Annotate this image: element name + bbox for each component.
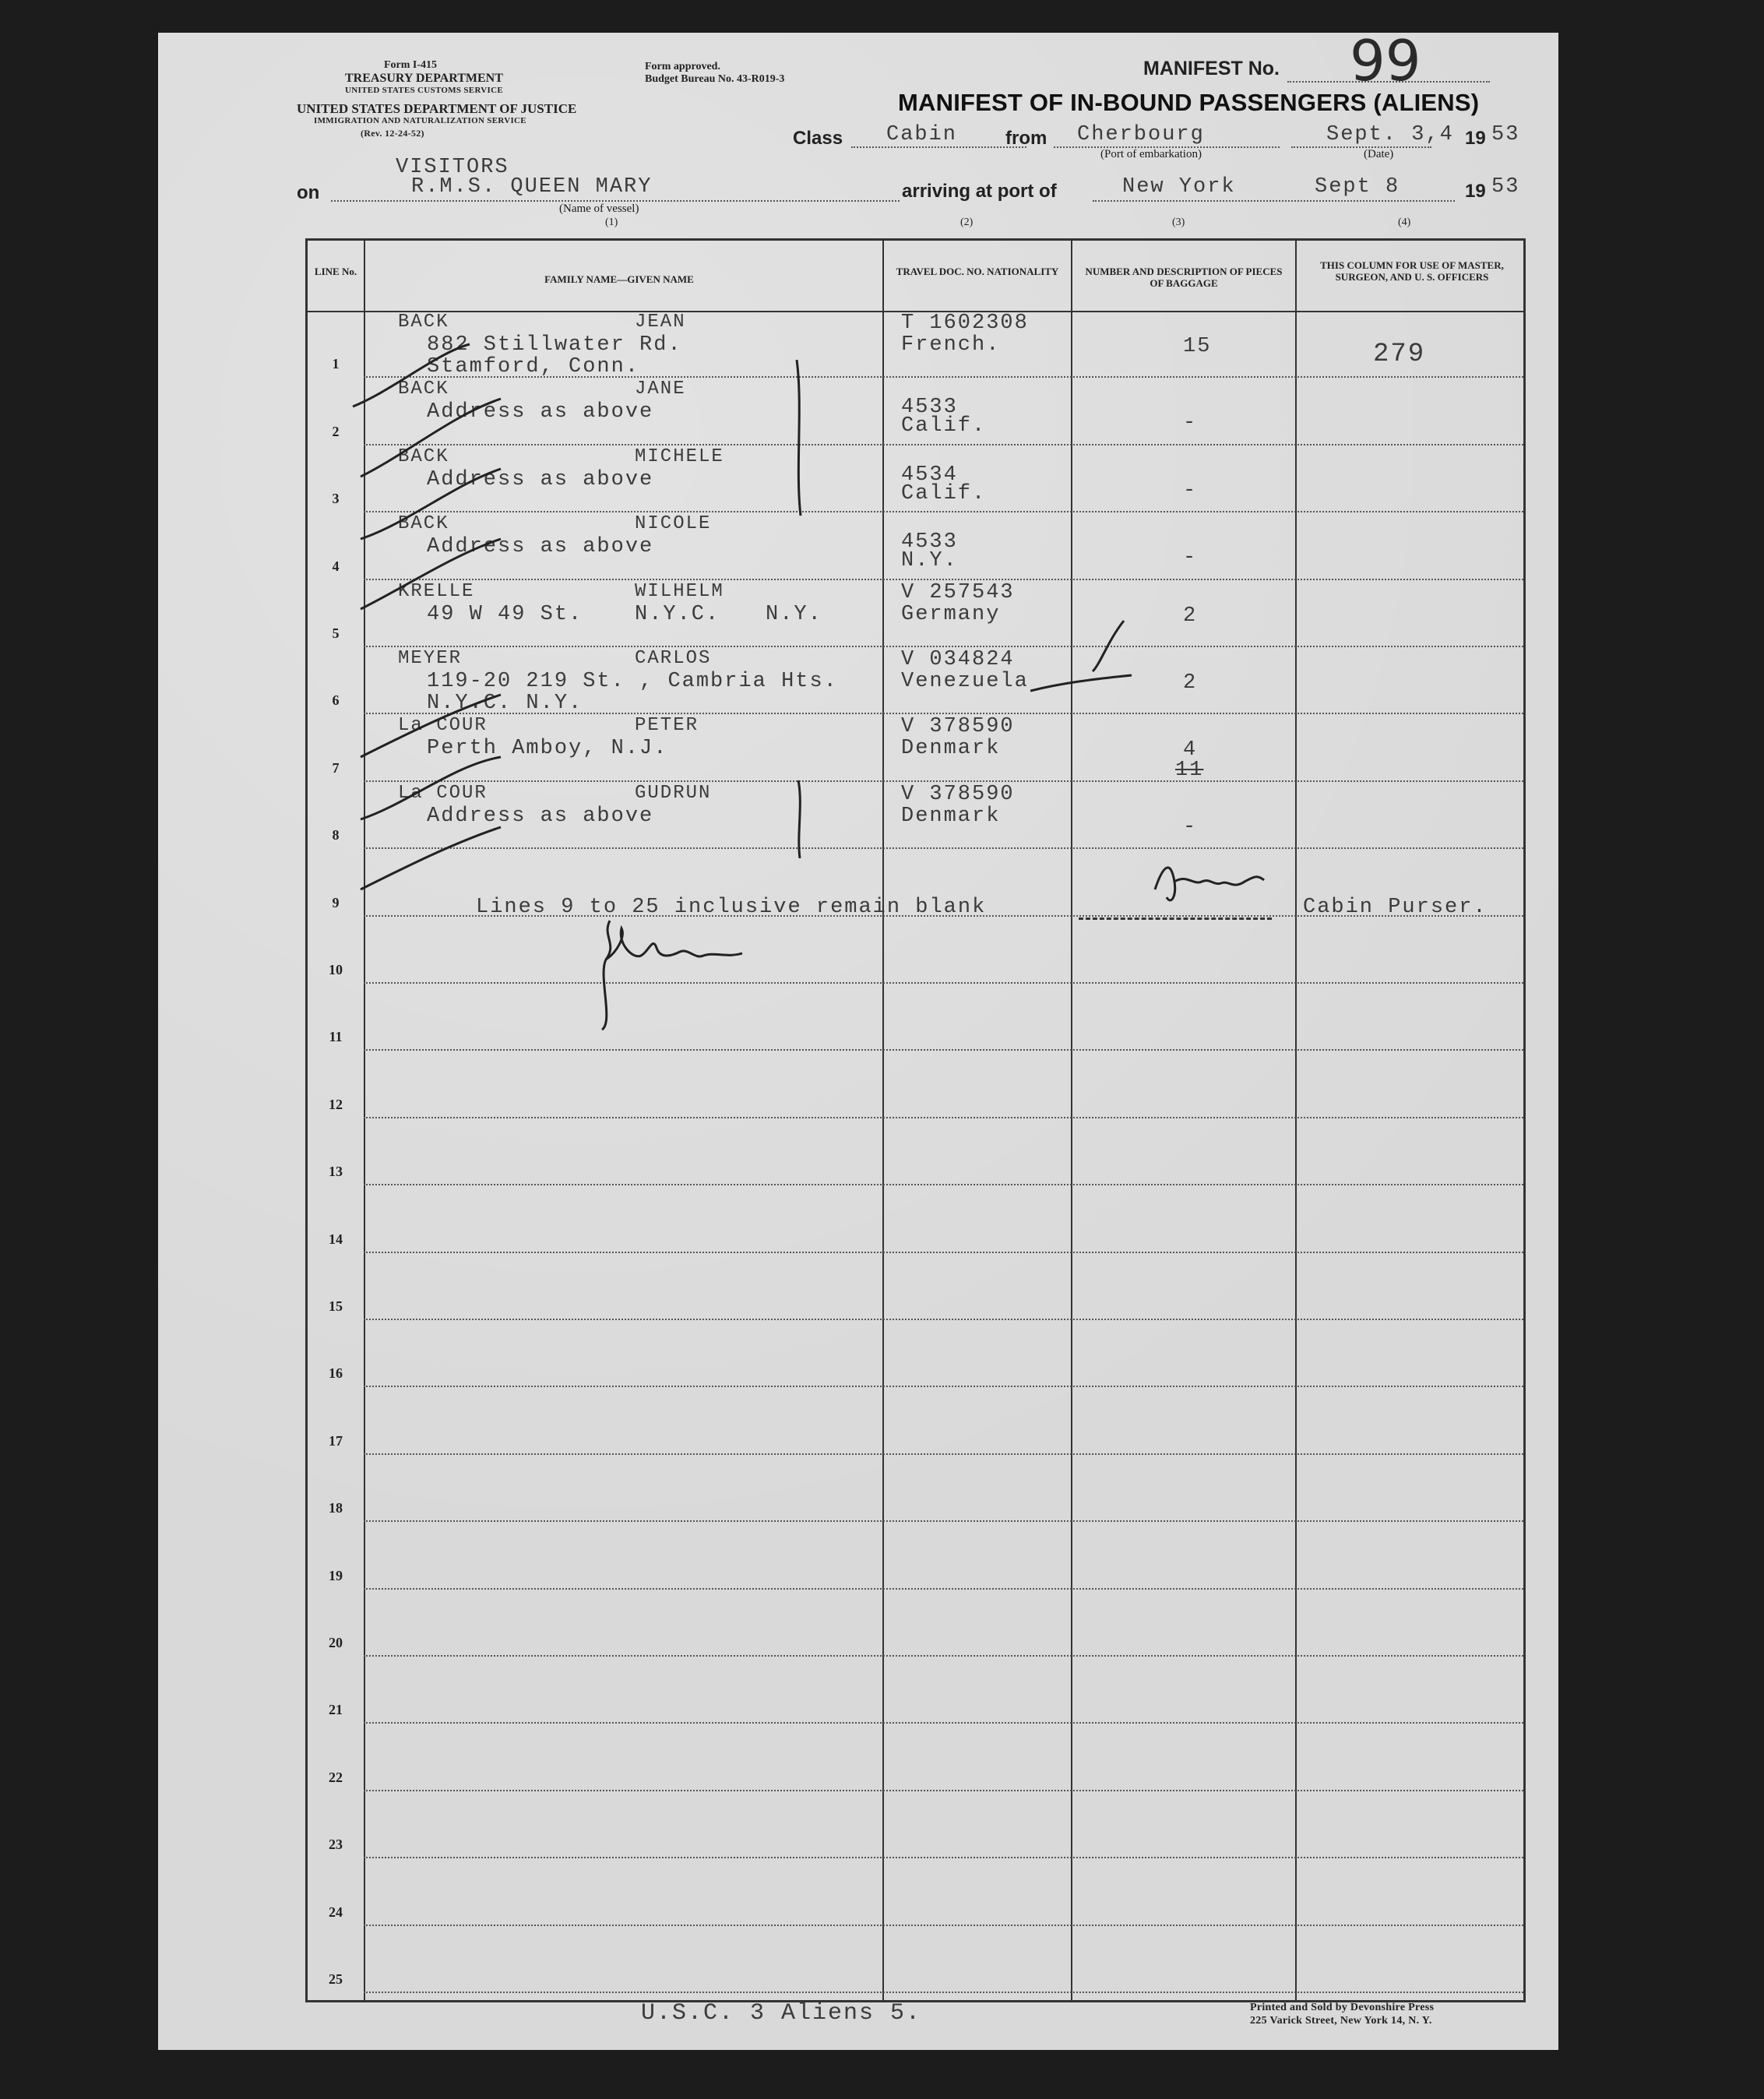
line-number: 10 — [329, 962, 343, 977]
arriving-label: arriving at port of — [902, 181, 1057, 202]
line-number: 24 — [329, 1904, 343, 1920]
line-number: 20 — [329, 1635, 343, 1650]
address-line: Address as above — [427, 400, 654, 424]
manifest-no-label: MANIFEST No. — [1143, 58, 1280, 79]
address-line-2: N.Y.C. N.Y. — [427, 692, 583, 715]
blank-lines-note: Lines 9 to 25 inclusive remain blank — [476, 896, 987, 919]
baggage-count: 2 — [1183, 671, 1198, 695]
address-line: Perth Amboy, N.J. — [427, 737, 668, 761]
form-number: Form I-415 — [384, 59, 438, 71]
given-name: JEAN — [635, 312, 686, 333]
embark-caption: (Port of embarkation) — [1100, 148, 1202, 160]
arrival-port: New York — [1122, 175, 1236, 199]
address-line: Address as above — [427, 804, 654, 828]
bracket-marks — [789, 360, 812, 858]
address-line: Address as above — [427, 467, 654, 491]
travel-doc-number: 4533 — [901, 530, 958, 555]
table-row-line — [364, 1790, 1523, 1791]
approved-label: Form approved. — [645, 61, 720, 72]
line-number: 2 — [332, 423, 340, 439]
travel-doc-number: 4533 — [901, 396, 958, 420]
table-row-line — [364, 847, 1523, 849]
table-row-line — [364, 444, 1523, 446]
family-name: KRELLE — [398, 580, 475, 602]
baggage-count-2: 11 — [1175, 759, 1204, 783]
manifest-no-value: 99 — [1350, 28, 1421, 93]
arrival-date: Sept 8 — [1315, 175, 1400, 199]
family-name: MEYER — [398, 648, 463, 669]
customs-label: UNITED STATES CUSTOMS SERVICE — [345, 86, 504, 95]
line-number: 19 — [329, 1567, 343, 1583]
table-row-line — [364, 1722, 1523, 1724]
col3-num: (3) — [1172, 217, 1185, 228]
address-state: N.Y. — [766, 602, 822, 626]
arrive-year-prefix: 19 — [1465, 181, 1486, 202]
table-row-line — [364, 1252, 1523, 1253]
table-row-line — [364, 1319, 1523, 1320]
baggage-count: - — [1183, 815, 1198, 839]
table-row-line — [364, 1453, 1523, 1455]
line-number: 16 — [329, 1365, 343, 1382]
depart-year: 53 — [1491, 123, 1520, 146]
depart-date-line — [1291, 146, 1431, 148]
printer-line-1: Printed and Sold by Devonshire Press — [1250, 2002, 1435, 2013]
purser-signature — [1147, 851, 1272, 913]
table-row-line — [364, 1184, 1523, 1185]
printer-line-2: 225 Varick Street, New York 14, N. Y. — [1250, 2015, 1432, 2027]
baggage-count: - — [1183, 478, 1198, 502]
check-marks — [345, 321, 532, 897]
family-name: BACK — [398, 312, 449, 333]
line-number: 9 — [332, 894, 340, 910]
arrive-year: 53 — [1491, 175, 1520, 199]
table-row-line — [364, 511, 1523, 512]
family-name: BACK — [398, 446, 449, 467]
officer-number: 279 — [1373, 340, 1426, 369]
table-row-line — [364, 780, 1523, 782]
family-name: La COUR — [398, 715, 488, 737]
line-number: 7 — [332, 759, 340, 776]
table-row-line — [364, 1588, 1523, 1590]
table-row-line — [364, 1857, 1523, 1858]
line-number: 18 — [329, 1500, 343, 1516]
budget-label: Budget Bureau No. 43-R019-3 — [645, 73, 785, 85]
travel-doc-number: T 1602308 — [901, 312, 1029, 335]
nationality: French. — [901, 333, 1001, 357]
given-name: MICHELE — [635, 446, 724, 467]
rev-label: (Rev. 12-24-52) — [361, 128, 424, 139]
baggage-count: 2 — [1183, 604, 1198, 628]
table-row-line — [364, 1655, 1523, 1657]
address-line: Address as above — [427, 535, 654, 559]
travel-doc-header: TRAVEL DOC. NO. NATIONALITY — [896, 266, 1059, 277]
visitors-note: VISITORS — [396, 156, 509, 179]
vessel-caption: (Name of vessel) — [559, 203, 639, 215]
line-number: 13 — [329, 1164, 343, 1180]
ins-label: IMMIGRATION AND NATURALIZATION SERVICE — [314, 116, 526, 125]
line-number: 6 — [332, 692, 340, 709]
given-name: CARLOS — [635, 648, 712, 669]
line-number: 17 — [329, 1432, 343, 1449]
depart-date: Sept. 3,4 — [1326, 123, 1454, 146]
officers-header: THIS COLUMN FOR USE OF MASTER, SURGEON, AND U. S. OFFICERS — [1320, 259, 1504, 283]
justice-label: UNITED STATES DEPARTMENT OF JUSTICE — [297, 101, 577, 116]
depart-year-prefix: 19 — [1465, 128, 1486, 149]
baggage-count: 15 — [1183, 335, 1212, 358]
given-name: JANE — [635, 379, 686, 400]
nationality: Calif. — [901, 481, 987, 505]
vessel-colnum: (1) — [605, 217, 618, 228]
table-row-line — [364, 1117, 1523, 1118]
travel-doc-number: 4534 — [901, 463, 958, 487]
address-city: N.Y.C. — [635, 602, 720, 626]
col2-num: (2) — [960, 217, 974, 228]
manifest-title: MANIFEST OF IN-BOUND PASSENGERS (ALIENS) — [898, 89, 1480, 116]
treasury-label: TREASURY DEPARTMENT — [345, 72, 503, 85]
line-number: 21 — [329, 1702, 343, 1718]
class-label: Class — [793, 128, 843, 149]
from-value: Cherbourg — [1077, 123, 1205, 146]
from-label: from — [1005, 128, 1047, 149]
table-row-line — [364, 982, 1523, 984]
address-line: 882 Stillwater Rd. — [427, 333, 682, 357]
purser-title: Cabin Purser. — [1303, 896, 1488, 919]
line-number: 12 — [329, 1096, 343, 1112]
travel-doc-number: V 034824 — [901, 648, 1015, 671]
col4-num: (4) — [1398, 217, 1411, 228]
krelle-marks — [1030, 617, 1139, 703]
footer-stamp: U.S.C. 3 Aliens 5. — [641, 2000, 922, 2027]
class-line — [851, 146, 1026, 148]
manifest-page — [158, 28, 1558, 2050]
port-line — [1093, 200, 1455, 202]
table-row-line — [364, 579, 1523, 580]
col-divider — [1295, 241, 1297, 2002]
nationality: Germany — [901, 602, 1001, 626]
nationality: Denmark — [901, 804, 1001, 828]
col-divider — [882, 241, 884, 2002]
table-row-line — [364, 1049, 1523, 1051]
family-name: La COUR — [398, 782, 488, 804]
line-number: 15 — [329, 1298, 343, 1314]
line-number: 25 — [329, 1971, 343, 1987]
col-divider — [1071, 241, 1072, 2002]
line-number: 22 — [329, 1769, 343, 1785]
nationality: Calif. — [901, 414, 987, 438]
date-caption: (Date) — [1364, 148, 1394, 160]
travel-doc-number: V 378590 — [901, 715, 1015, 739]
travel-doc-number: V 378590 — [901, 782, 1015, 806]
given-name: WILHELM — [635, 580, 724, 602]
given-name: GUDRUN — [635, 782, 712, 804]
travel-doc-number: V 257543 — [901, 580, 1015, 604]
nationality: N.Y. — [901, 549, 958, 573]
baggage-header: NUMBER AND DESCRIPTION OF PIECES OF BAGGAGE — [1085, 266, 1283, 289]
line-number: 4 — [332, 558, 340, 574]
line-number: 23 — [329, 1837, 343, 1853]
address-line-2: Stamford, Conn. — [427, 355, 640, 379]
vessel-name: R.M.S. QUEEN MARY — [411, 175, 653, 199]
table-row-line — [364, 1925, 1523, 1926]
line-number: 3 — [332, 491, 340, 507]
table-row-line — [364, 1992, 1523, 1993]
nationality: Venezuela — [901, 670, 1029, 693]
table-row-line — [364, 1520, 1523, 1522]
address-line: 119-20 219 St. , Cambria Hts. — [427, 670, 838, 693]
table-row-line — [364, 646, 1523, 647]
given-name: NICOLE — [635, 513, 712, 535]
baggage-count: 4 — [1183, 738, 1198, 762]
family-name: BACK — [398, 513, 449, 535]
purser-dashes — [1079, 917, 1272, 920]
address-line: 49 W 49 St. — [427, 602, 583, 626]
vessel-line — [331, 200, 900, 202]
given-name: PETER — [635, 715, 699, 737]
line-number: 8 — [332, 827, 340, 843]
nationality: Denmark — [901, 737, 1001, 761]
line-no-header: LINE No. — [314, 266, 357, 277]
baggage-count: - — [1183, 411, 1198, 435]
family-name: BACK — [398, 379, 449, 400]
name-header: FAMILY NAME—GIVEN NAME — [544, 273, 694, 285]
line-number: 5 — [332, 625, 340, 641]
on-label: on — [297, 182, 320, 203]
table-row-line — [364, 1386, 1523, 1387]
line-number: 11 — [329, 1029, 343, 1045]
class-value: Cabin — [886, 123, 958, 146]
officer-signature — [579, 913, 758, 1037]
line-number: 14 — [329, 1231, 343, 1247]
line-number: 1 — [332, 356, 340, 372]
baggage-count: - — [1183, 546, 1198, 570]
